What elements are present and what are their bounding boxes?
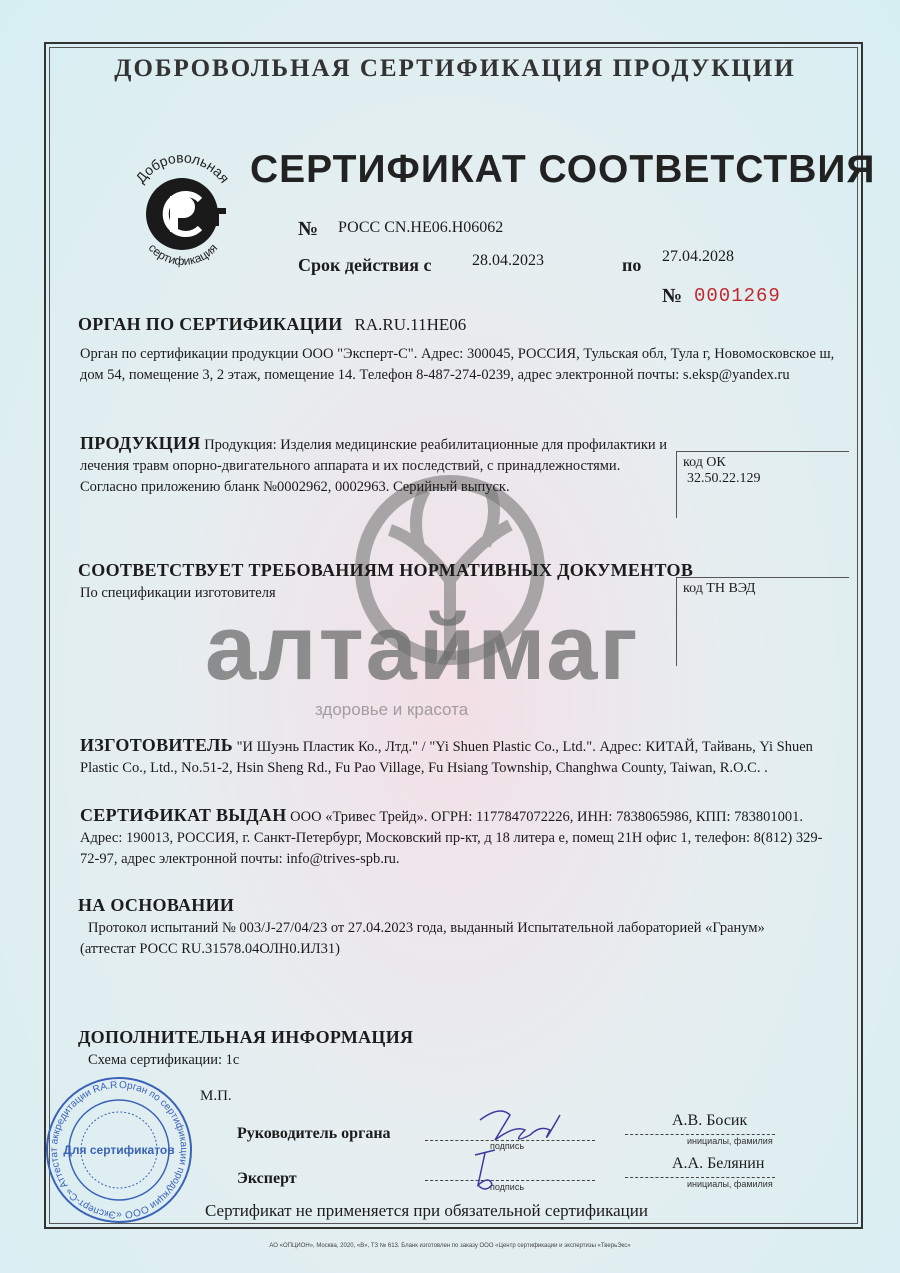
- product-label: ПРОДУКЦИЯ: [80, 433, 201, 453]
- watermark-brand: алтаймаг: [205, 597, 640, 699]
- manufacturer-label: ИЗГОТОВИТЕЛЬ: [80, 735, 233, 755]
- body-label: ОРГАН ПО СЕРТИФИКАЦИИ: [78, 314, 343, 334]
- notice-text: Сертификат не применяется при обязательной сертификации: [205, 1201, 648, 1220]
- head-name-caption: инициалы, фамилия: [687, 1136, 773, 1146]
- issued-text: ООО «Тривес Трейд». ОГРН: 1177847072226, ИНН: 7838065986, КПП: 783801001. Адрес: 190013, РОССИЯ, г. Санкт-Петербург, Московский пр-кт, д 18 литера е, помещ 21Н офис 1, телефон: 8(812) 329-72-97, адрес электронной почты: info@trives-spb.ru.: [80, 809, 823, 867]
- product-section: [80, 433, 670, 498]
- top-title: ДОБРОВОЛЬНАЯ СЕРТИФИКАЦИЯ ПРОДУКЦИИ: [114, 55, 796, 82]
- ok-code-box: [676, 451, 849, 518]
- body-text: Орган по сертификации продукции ООО "Эксперт-С". Адрес: 300045, РОССИЯ, Тульская обл, Тула г, Новомосковское ш, дом 54, помещение 3, 2 этаж, помещение 14. Телефон 8-487-274-0239, адрес электронной почты: s.eksp@yandex.ru: [80, 346, 835, 383]
- conformity-text: По спецификации изготовителя: [80, 585, 276, 601]
- additional-text: Схема сертификации: 1с: [88, 1052, 240, 1068]
- head-sign-caption: подпись: [490, 1141, 525, 1151]
- conformity-label: СООТВЕТСТВУЕТ ТРЕБОВАНИЯМ НОРМАТИВНЫХ ДОКУМЕНТОВ: [78, 560, 694, 580]
- head-label: Руководитель органа: [237, 1125, 391, 1142]
- additional-label: ДОПОЛНИТЕЛЬНАЯ ИНФОРМАЦИЯ: [78, 1027, 414, 1047]
- svg-text:Для сертификатов: Для сертификатов: [63, 1143, 175, 1157]
- product-text: Продукция: Изделия медицинские реабилитационные для профилактики и лечения травм опорно-двигательного аппарата и их последствий, с принадлежностями. Согласно приложению бланк №0002962, 0002963. Серийный выпуск.: [80, 437, 668, 495]
- expert-label: Эксперт: [237, 1170, 297, 1187]
- number-label: №: [298, 218, 319, 240]
- footer-print-info: АО «ОПЦИОН», Москва, 2020, «В», ТЗ № 613. Бланк изготовлен по заказу ООО «Центр сертификации и экспертизы «ТверьЭкс»: [269, 1243, 631, 1249]
- main-title: СЕРТИФИКАТ СООТВЕТСТВИЯ: [250, 148, 876, 191]
- expert-name: А.А. Белянин: [672, 1155, 765, 1172]
- validity-label: Срок действия с: [298, 255, 432, 275]
- issued-section: [80, 805, 840, 870]
- expert-name-caption: инициалы, фамилия: [687, 1179, 773, 1189]
- ok-code: 32.50.22.129: [687, 471, 761, 486]
- valid-to: 27.04.2028: [662, 248, 734, 265]
- body-id: RA.RU.11HE06: [354, 315, 467, 334]
- body-heading: [78, 314, 848, 335]
- expert-sign-caption: подпись: [490, 1182, 525, 1192]
- rst-logo: [120, 148, 245, 273]
- ok-code-label: код ОК: [683, 455, 726, 470]
- expert-signature-line: [425, 1180, 595, 1181]
- certificate-number: РОСС CN.HE06.H06062: [338, 219, 504, 236]
- svg-text:Орган по сертификации продукци: Орган по сертификации продукции ООО «Эксперт-С» Аттестат аккредитации RA.R: [48, 1079, 189, 1221]
- svg-text:сертификация: сертификация: [145, 240, 221, 269]
- official-stamp: [44, 1075, 194, 1225]
- tnved-code-box: [676, 577, 849, 666]
- svg-text:Добровольная: Добровольная: [132, 149, 233, 186]
- blank-number-label: №: [662, 285, 683, 307]
- stamp-place-mark: М.П.: [200, 1088, 232, 1104]
- blank-number: 0001269: [694, 285, 781, 307]
- to-label: по: [622, 255, 642, 275]
- tnved-label: код ТН ВЭД: [683, 581, 756, 596]
- valid-from: 28.04.2023: [472, 252, 544, 269]
- issued-label: СЕРТИФИКАТ ВЫДАН: [80, 805, 287, 825]
- head-name-line: [625, 1134, 775, 1135]
- basis-label: НА ОСНОВАНИИ: [78, 895, 235, 915]
- expert-signature: [460, 1145, 510, 1195]
- expert-name-line: [625, 1177, 775, 1178]
- manufacturer-section: [80, 735, 840, 779]
- basis-text: Протокол испытаний № 003/J-27/04/23 от 27.04.2023 года, выданный Испытательной лабораторией «Гранум» (аттестат РОСС RU.31578.04ОЛН0.ИЛ31): [80, 920, 765, 957]
- watermark-tagline: здоровье и красота: [315, 700, 469, 719]
- head-name: А.В. Босик: [672, 1112, 748, 1129]
- manufacturer-text: "И Шуэнь Пластик Ко., Лтд." / "Yi Shuen Plastic Co., Ltd.". Адрес: КИТАЙ, Тайвань, Yi Shuen Plastic Co., Ltd., No.51-2, Hsin Sheng Rd., Fu Pao Village, Fu Hsiang Township, Changhwa County, Taiwan, R.O.C. .: [80, 739, 813, 776]
